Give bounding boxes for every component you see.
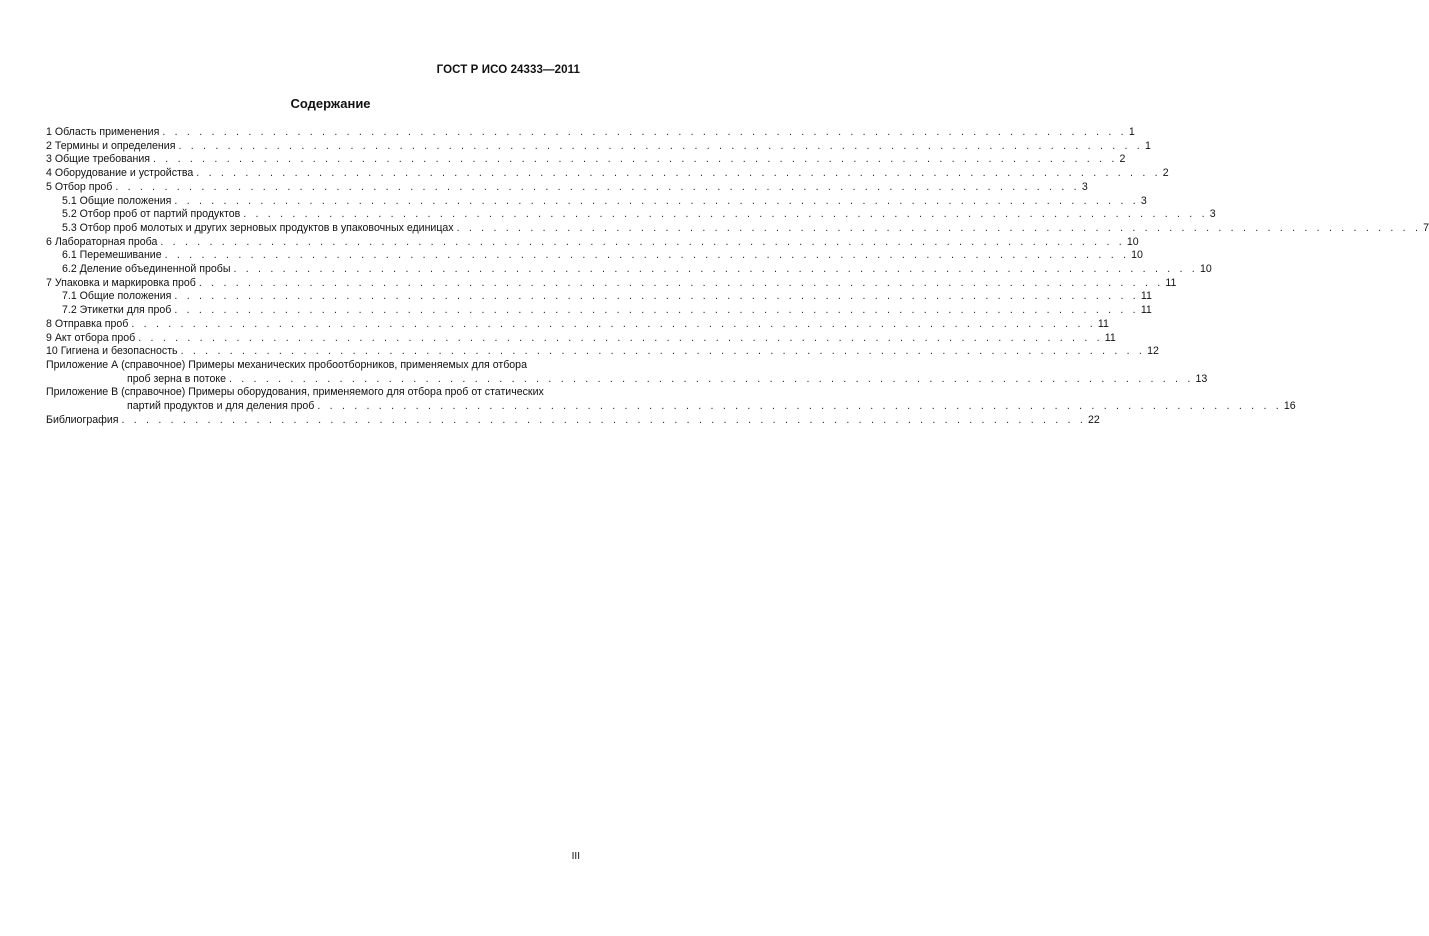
toc-entry[interactable]: [46, 249, 1143, 263]
leader-dots: . . . . . . . . . . . . . . . . . . . . . . . . . . . . . . . . . . . . . . . . . . . . . . . . . . . . . . . . . . . . . . . . . . . . . . . . . . . . . . .: [196, 167, 1161, 180]
toc-page-number: 10: [1199, 263, 1212, 276]
toc-entry-title: 3 Общие требования: [46, 153, 150, 166]
toc-entry[interactable]: [46, 139, 1151, 154]
leader-dots: . . . . . . . . . . . . . . . . . . . . . . . . . . . . . . . . . . . . . . . . . . . . . . . . . . . . . . . . . . . . . . . . . . . . . . . . . . . . . . .: [174, 194, 1139, 207]
toc-entry-title: 5.1 Общие положения: [62, 194, 172, 207]
leader-dots: . . . . . . . . . . . . . . . . . . . . . . . . . . . . . . . . . . . . . . . . . . . . . . . . . . . . . . . . . . . . . . . . . . . . . . . . . . . . . . .: [162, 126, 1127, 138]
toc-entry[interactable]: [46, 221, 1429, 236]
toc-page-number: 11: [1140, 304, 1152, 317]
toc-entry[interactable]: [46, 263, 1212, 277]
toc-entry[interactable]: [46, 153, 1126, 167]
toc-entry-title: Библиография: [46, 413, 119, 426]
toc-entry[interactable]: [46, 386, 582, 400]
leader-dots: . . . . . . . . . . . . . . . . . . . . . . . . . . . . . . . . . . . . . . . . . . . . . . . . . . . . . . . . . . . . . . . . . . . . . . . . . . . . . . .: [180, 345, 1146, 358]
toc-page-number: 3: [1081, 180, 1088, 193]
toc-entry[interactable]: [46, 276, 1177, 291]
leader-dots: . . . . . . . . . . . . . . . . . . . . . . . . . . . . . . . . . . . . . . . . . . . . . . . . . . . . . . . . . . . . . . . . . . . . . . . . . . . . . . .: [115, 180, 1080, 193]
toc-entry-title: 5.3 Отбор проб молотых и других зерновых продуктов в упаковочных единицах: [62, 221, 454, 234]
toc-entry-title-continued: проб зерна в потоке: [127, 372, 226, 385]
toc-entry-title: 5.2 Отбор проб от партий продуктов: [62, 208, 241, 221]
toc-entry[interactable]: [46, 167, 1169, 181]
toc-entry-title: 1 Область применения: [46, 126, 160, 138]
leader-dots: . . . . . . . . . . . . . . . . . . . . . . . . . . . . . . . . . . . . . . . . . . . . . . . . . . . . . . . . . . . . . . . . . . . . . . . . . . . . . . .: [198, 276, 1164, 289]
toc-entry[interactable]: [46, 290, 1152, 304]
leader-dots: . . . . . . . . . . . . . . . . . . . . . . . . . . . . . . . . . . . . . . . . . . . . . . . . . . . . . . . . . . . . . . . . . . . . . . . . . . . . . . .: [121, 413, 1086, 426]
toc-entry-title: 6 Лабораторная проба: [46, 235, 158, 248]
toc-page-number: 2: [1119, 153, 1126, 166]
leader-dots: . . . . . . . . . . . . . . . . . . . . . . . . . . . . . . . . . . . . . . . . . . . . . . . . . . . . . . . . . . . . . . . . . . . . . . . . . . . . . . .: [228, 372, 1194, 385]
toc-entry[interactable]: [46, 317, 1109, 332]
toc-entry-title: 6.1 Перемешивание: [62, 249, 162, 262]
page-title: Содержание: [290, 96, 371, 111]
leader-dots: . . . . . . . . . . . . . . . . . . . . . . . . . . . . . . . . . . . . . . . . . . . . . . . . . . . . . . . . . . . . . . . . . . . . . . . . . . . . . . .: [456, 221, 1422, 234]
toc-page-number: 2: [1162, 167, 1169, 180]
toc-entry[interactable]: [46, 194, 1147, 209]
toc-entry[interactable]: [46, 413, 1100, 428]
leader-dots: . . . . . . . . . . . . . . . . . . . . . . . . . . . . . . . . . . . . . . . . . . . . . . . . . . . . . . . . . . . . . . . . . . . . . . . . . . . . . . .: [131, 317, 1096, 330]
toc-entry-title-continued: партий продуктов и для деления проб: [127, 400, 315, 413]
toc-entry-continuation[interactable]: [46, 372, 1208, 387]
toc-entry-title: 2 Термины и определения: [46, 139, 176, 152]
toc-entry[interactable]: [46, 345, 1159, 359]
toc-entry-title: 7.2 Этикетки для проб: [62, 304, 172, 317]
toc-entry-title: 10 Гигиена и безопасность: [46, 345, 178, 358]
toc-page-number: 11: [1097, 317, 1109, 330]
toc-entry-continuation[interactable]: [46, 400, 1296, 414]
toc-entry-title: 6.2 Деление объединенной пробы: [62, 263, 231, 276]
toc-entry[interactable]: [46, 304, 1152, 318]
toc-entry[interactable]: [46, 180, 1088, 195]
toc-entry-title: 9 Акт отбора проб: [46, 331, 136, 344]
toc-entry-title: Приложение В (справочное) Примеры оборудования, применяемого для отбора проб от статических: [46, 386, 544, 399]
leader-dots: . . . . . . . . . . . . . . . . . . . . . . . . . . . . . . . . . . . . . . . . . . . . . . . . . . . . . . . . . . . . . . . . . . . . . . . . . . . . . . .: [178, 139, 1143, 152]
toc-entry-title: Приложение А (справочное) Примеры механических пробоотборников, применяемых для отбора: [46, 358, 527, 371]
toc-entry[interactable]: [46, 126, 1135, 140]
leader-dots: . . . . . . . . . . . . . . . . . . . . . . . . . . . . . . . . . . . . . . . . . . . . . . . . . . . . . . . . . . . . . . . . . . . . . . . . . . . . . . .: [164, 249, 1130, 262]
toc-entry[interactable]: [46, 235, 1139, 250]
toc-page-number: 1: [1128, 126, 1135, 138]
toc-page-number: 11: [1165, 276, 1177, 289]
leader-dots: . . . . . . . . . . . . . . . . . . . . . . . . . . . . . . . . . . . . . . . . . . . . . . . . . . . . . . . . . . . . . . . . . . . . . . . . . . . . . . .: [174, 290, 1139, 303]
toc-page-number: 22: [1087, 413, 1100, 426]
toc-entry-title: 4 Оборудование и устройства: [46, 167, 194, 180]
leader-dots: . . . . . . . . . . . . . . . . . . . . . . . . . . . . . . . . . . . . . . . . . . . . . . . . . . . . . . . . . . . . . . . . . . . . . . . . . . . . . . .: [174, 304, 1139, 317]
toc-page-number: 3: [1140, 194, 1147, 207]
leader-dots: . . . . . . . . . . . . . . . . . . . . . . . . . . . . . . . . . . . . . . . . . . . . . . . . . . . . . . . . . . . . . . . . . . . . . . . . . . . . . . .: [138, 331, 1103, 344]
toc-page-number: 1: [1144, 139, 1151, 152]
toc-page-number: 16: [1283, 400, 1296, 413]
toc-entry-title: 8 Отправка проб: [46, 317, 129, 330]
toc-entry[interactable]: [46, 208, 1216, 222]
toc-entry-title: 7.1 Общие положения: [62, 290, 172, 303]
leader-dots: . . . . . . . . . . . . . . . . . . . . . . . . . . . . . . . . . . . . . . . . . . . . . . . . . . . . . . . . . . . . . . . . . . . . . . . . . . . . . . .: [317, 400, 1282, 413]
toc-page-number: 11: [1140, 290, 1152, 303]
toc-entry[interactable]: [46, 359, 582, 373]
document-header: ГОСТ Р ИСО 24333—2011: [436, 64, 580, 76]
toc-page-number: 10: [1126, 235, 1139, 248]
leader-dots: . . . . . . . . . . . . . . . . . . . . . . . . . . . . . . . . . . . . . . . . . . . . . . . . . . . . . . . . . . . . . . . . . . . . . . . . . . . . . . .: [233, 263, 1198, 276]
toc-entry-title: 7 Упаковка и маркировка проб: [46, 276, 196, 289]
toc-page-number: 3: [1209, 208, 1216, 221]
toc-page-number: 13: [1195, 372, 1208, 385]
toc-page-number: 12: [1147, 345, 1159, 358]
leader-dots: . . . . . . . . . . . . . . . . . . . . . . . . . . . . . . . . . . . . . . . . . . . . . . . . . . . . . . . . . . . . . . . . . . . . . . . . . . . . . . .: [160, 235, 1125, 248]
leader-dots: . . . . . . . . . . . . . . . . . . . . . . . . . . . . . . . . . . . . . . . . . . . . . . . . . . . . . . . . . . . . . . . . . . . . . . . . . . . . . . .: [153, 153, 1118, 166]
leader-dots: . . . . . . . . . . . . . . . . . . . . . . . . . . . . . . . . . . . . . . . . . . . . . . . . . . . . . . . . . . . . . . . . . . . . . . . . . . . . . . .: [243, 208, 1208, 221]
table-of-contents: [46, 126, 1429, 427]
page-number: III: [571, 851, 580, 862]
toc-entry-title: 5 Отбор проб: [46, 180, 113, 193]
toc-page-number: 7: [1423, 221, 1429, 234]
toc-page-number: 11: [1104, 331, 1116, 344]
toc-entry[interactable]: [46, 331, 1116, 346]
toc-page-number: 10: [1131, 249, 1143, 262]
